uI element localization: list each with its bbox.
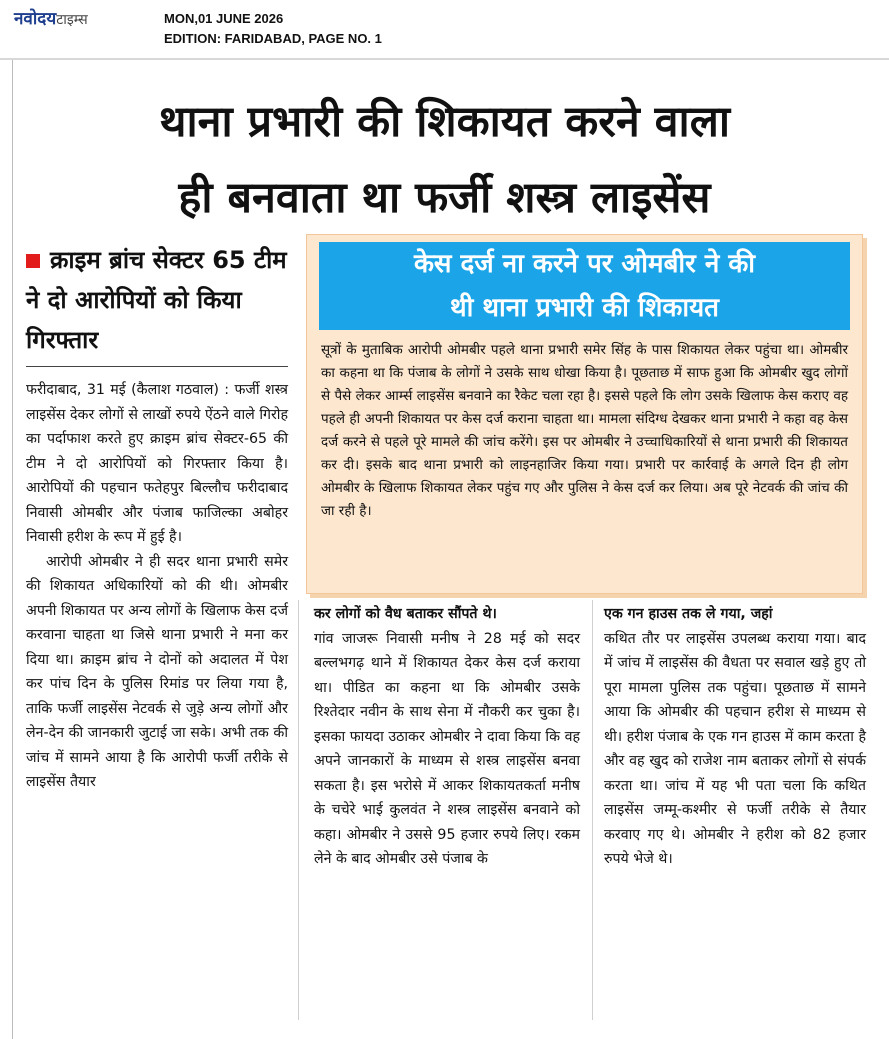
sidebar-box bbox=[306, 234, 863, 594]
article-column-3 bbox=[604, 602, 866, 872]
column-1-paragraph-2: आरोपी ओमबीर ने ही सदर थाना प्रभारी समेर की शिकायत अधिकारियों को की थी। ओमबीर अपनी शिकायत पर अन्य लोगों के खिलाफ केस दर्ज करवाना चाहता था जिसे थाना प्रभारी ने मना कर दिया था। क्राइम ब्रांच ने दोनों को अदालत में पेश कर पांच दिन के पुलिस रिमांड पर लिया गया है, ताकि फर्जी लाइसेंस नेटवर्क से जुड़े अन्य लोगों और लेन-देन की जानकारी जुटाई जा सके। अभी तक की जांच में सामने आया है कि आरोपी फर्जी तरीके से लाइसेंस तैयार bbox=[26, 553, 288, 790]
column-rule-2 bbox=[592, 600, 593, 1020]
subheadline-text: क्राइम ब्रांच सेक्टर 65 टीम ने दो आरोपियों को किया गिरफ्तार bbox=[26, 246, 287, 354]
edition-page: EDITION: FARIDABAD, PAGE NO. 1 bbox=[164, 31, 382, 46]
sidebar-box-heading bbox=[319, 242, 850, 330]
page-header bbox=[0, 0, 889, 60]
column-3-paragraph: कथित तौर पर लाइसेंस उपलब्ध कराया गया। बाद में जांच में लाइसेंस की वैधता पर सवाल खड़े हुए तो पूरा मामला पुलिस तक पहुंचा। पूछताछ में सामने आया कि ओमबीर की पहचान हरीश से माध्यम से थी। हरीश पंजाब के एक गन हाउस में काम करता है और वह खुद को राजेश नाम बताकर लोगों से संपर्क करता था। जांच में यह भी पता चला कि कथित लाइसेंस जम्मू-कश्मीर से फर्जी तरीके से तैयार करवाए गए थे। ओमबीर ने हरीश को 82 हजार रुपये भेजे थे। bbox=[604, 630, 866, 867]
column-2-paragraph: गांव जाजरू निवासी मनीष ने 28 मई को सदर बल्लभगढ़ थाने में शिकायत देकर केस दर्ज कराया था। पीडित का कहना था कि ओमबीर उसके रिश्तेदार नवीन के साथ सेना में नौकरी कर चुका है। इसका फायदा उठाकर ओमबीर ने दावा किया कि वह अपने जानकारों के माध्यम से शस्त्र लाइसेंस बनवा सकता है। इस भरोसे में आकर शिकायतकर्ता मनीष के चचेरे भाई कुलवंत ने शस्त्र लाइसेंस बनवाने को कहा। ओमबीर ने उससे 95 हजार रुपये लिए। रकम लेने के बाद ओमबीर उसे पंजाब के bbox=[314, 630, 580, 867]
box-heading-line-2: थी थाना प्रभारी की शिकायत bbox=[450, 293, 719, 323]
edition-meta bbox=[164, 9, 382, 49]
article-column-1 bbox=[26, 378, 288, 795]
headline-line-2: ही बनवाता था फर्जी शस्त्र लाइसेंस bbox=[178, 173, 711, 223]
column-1-paragraph-1: फरीदाबाद, 31 मई (कैलाश गठवाल) : फर्जी शस्त्र लाइसेंस देकर लोगों से लाखों रुपये ऐंठने वाले गिरोह का पर्दाफाश करते हुए क्राइम ब्रांच सेक्टर-65 की टीम ने दो आरोपियों को गिरफ्तार किया है। आरोपियों की पहचान फतेहपुर बिल्लौच फरीदाबाद निवासी ओमबीर और पंजाब फाजिल्का अबोहर निवासी हरीश के रूप में हुई है। bbox=[26, 382, 288, 545]
subheadline bbox=[26, 240, 291, 360]
column-divider bbox=[26, 366, 288, 367]
red-bullet-icon bbox=[26, 254, 40, 268]
article-column-2 bbox=[314, 602, 580, 872]
column-3-lead: एक गन हाउस तक ले गया, जहां bbox=[604, 606, 773, 622]
column-2-lead: कर लोगों को वैध बताकर सौंपते थे। bbox=[314, 606, 497, 622]
box-heading-line-1: केस दर्ज ना करने पर ओमबीर ने की bbox=[413, 249, 756, 279]
logo-sub: टाइम्स bbox=[56, 12, 88, 28]
edition-date: MON,01 JUNE 2026 bbox=[164, 11, 284, 26]
column-rule-1 bbox=[298, 600, 299, 1020]
logo-main: नवोदय bbox=[14, 9, 57, 29]
newspaper-logo bbox=[14, 6, 88, 29]
headline-line-1: थाना प्रभारी की शिकायत करने वाला bbox=[159, 97, 730, 147]
headline bbox=[0, 84, 889, 236]
sidebar-box-body: सूत्रों के मुताबिक आरोपी ओमबीर पहले थाना प्रभारी समेर सिंह के पास शिकायत लेकर पहुंचा था। ओमबीर का कहना था कि पंजाब के लोगों ने उसके साथ धोखा किया है। पूछताछ में साफ हुआ कि ओमबीर खुद लोगों से पैसे लेकर आर्म्स लाइसेंस बनवाने का रैकेट चला रहा है। इससे पहले कि लोग उसके खिलाफ केस कराए वह पहले ही अपनी शिकायत पर केस दर्ज कराना चाहता था। मामला संदिग्ध देखकर थाना प्रभारी ने कहा वह केस दर्ज करने से पहले पूरे मामले की जांच करेंगे। इस पर ओमबीर ने उच्चाधिकारियों से थाना प्रभारी की शिकायत कर दी। इसके बाद थाना प्रभारी को लाइनहाजिर किया गया। प्रभारी पर कार्रवाई के अगले दिन ही लोग ओमबीर के खिलाफ शिकायत लेकर पहुंच गए और पुलिस ने केस दर्ज कर लिया। अब पूरे नेटवर्क की जांच की जा रही है। bbox=[321, 342, 848, 519]
